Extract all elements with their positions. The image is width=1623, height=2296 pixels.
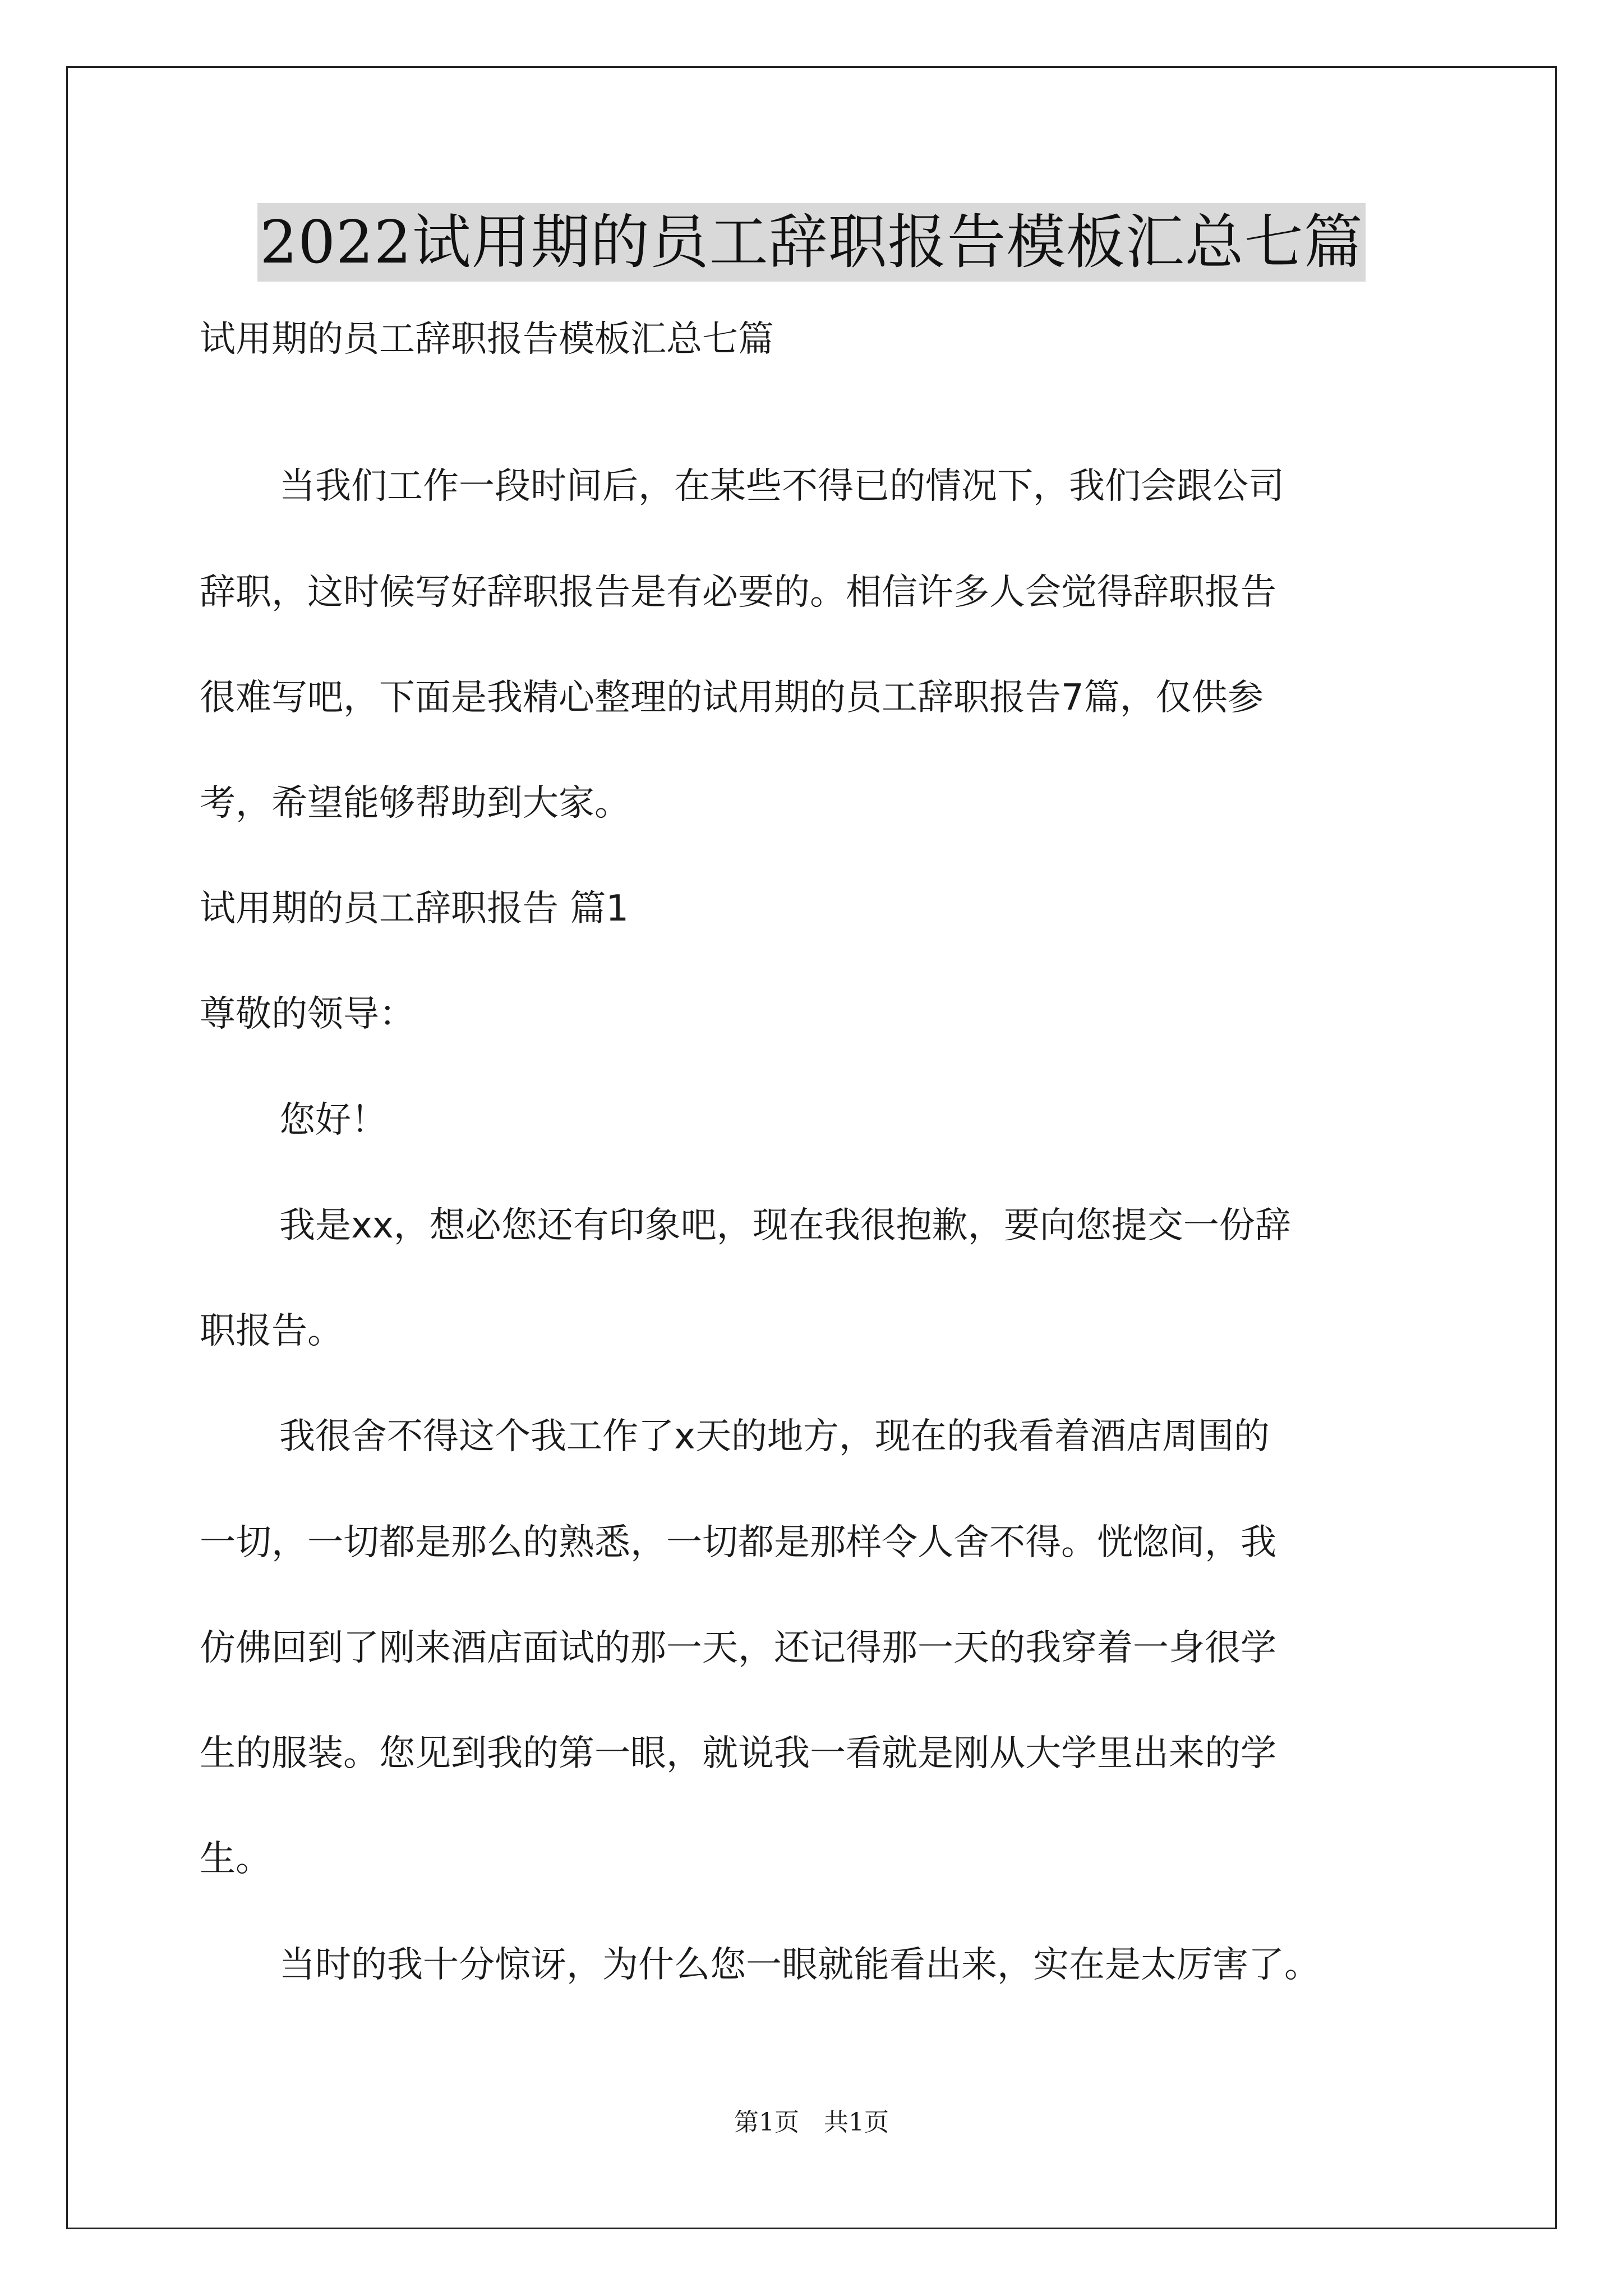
paragraph-line: 一切，一切都是那么的熟悉，一切都是那样令人舍不得。恍惚间，我 <box>200 1522 1276 1563</box>
section-heading: 试用期的员工辞职报告 篇1 <box>200 888 629 930</box>
title-container <box>0 203 1623 282</box>
subtitle-line: 试用期的员工辞职报告模板汇总七篇 <box>200 319 774 360</box>
paragraph-line: 生的服装。您见到我的第一眼，就说我一看就是刚从大学里出来的学 <box>200 1733 1276 1774</box>
page-border <box>66 66 1557 2229</box>
paragraph-line: 仿佛回到了刚来酒店面试的那一天，还记得那一天的我穿着一身很学 <box>200 1627 1276 1669</box>
paragraph-line: 当我们工作一段时间后，在某些不得已的情况下，我们会跟公司 <box>279 466 1284 507</box>
paragraph-line: 我很舍不得这个我工作了x天的地方，现在的我看着酒店周围的 <box>279 1416 1270 1457</box>
paragraph-line: 当时的我十分惊讶，为什么您一眼就能看出来，实在是太厉害了。 <box>279 1944 1320 1986</box>
paragraph-line: 职报告。 <box>200 1310 343 1352</box>
paragraph-line: 考，希望能够帮助到大家。 <box>200 783 630 824</box>
document-title: 2022试用期的员工辞职报告模板汇总七篇 <box>257 203 1365 282</box>
salutation-line: 尊敬的领导： <box>200 993 415 1035</box>
paragraph-line: 很难写吧，下面是我精心整理的试用期的员工辞职报告7篇，仅供参 <box>200 677 1264 719</box>
paragraph-line: 我是xx，想必您还有印象吧，现在我很抱歉，要向您提交一份辞 <box>279 1205 1291 1246</box>
paragraph-line: 辞职，这时候写好辞职报告是有必要的。相信许多人会觉得辞职报告 <box>200 572 1276 613</box>
page-footer: 第1页 共1页 <box>734 2108 889 2137</box>
greeting-line: 您好！ <box>279 1099 387 1141</box>
paragraph-line: 生。 <box>200 1838 271 1880</box>
